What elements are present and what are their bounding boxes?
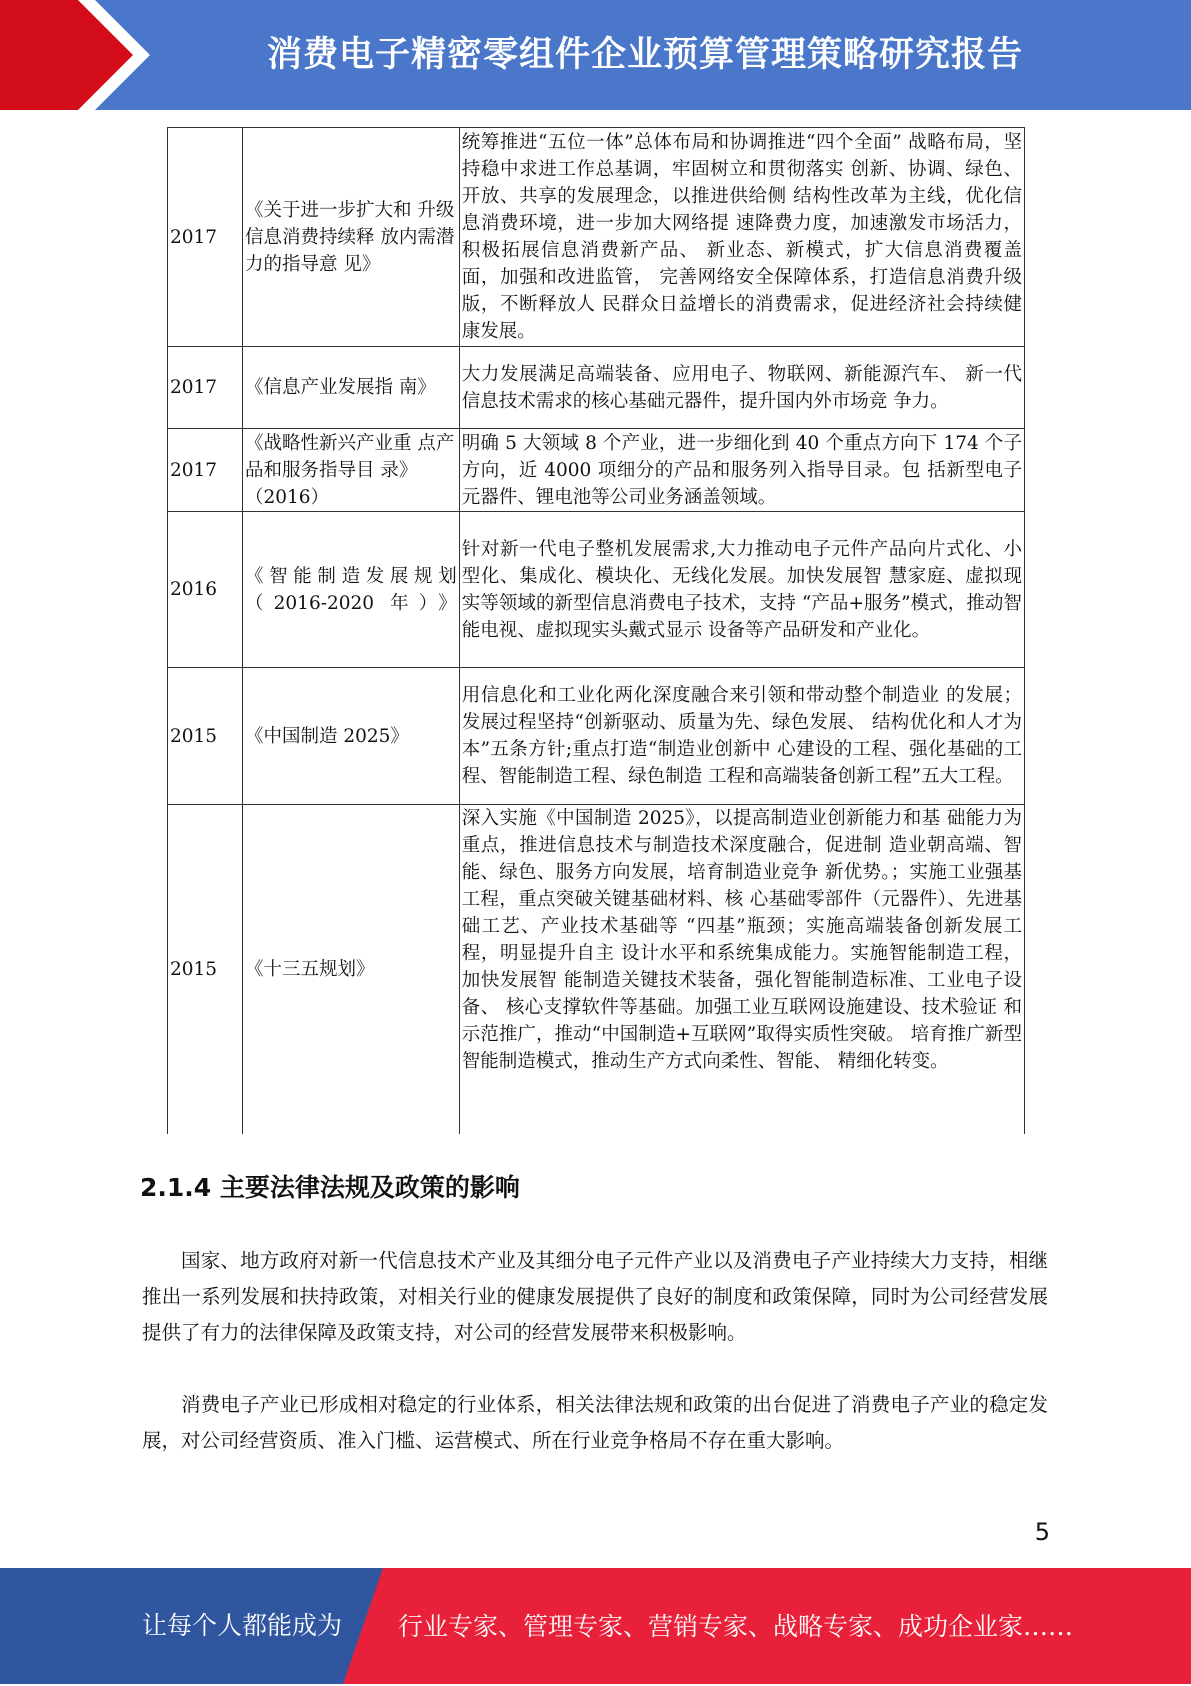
year-cell: 2016 [168, 512, 243, 668]
policy-name-cell: 《中国制造 2025》 [242, 668, 459, 805]
year-cell: 2017 [168, 347, 243, 429]
footer-slogan-right: 行业专家、管理专家、营销专家、战略专家、成功企业家…… [398, 1612, 1074, 1641]
policy-content-cell: 针对新一代电子整机发展需求,大力推动电子元件产品向片式化、小型化、集成化、模块化、无线化发展。加快发展智 慧家庭、虚拟现实等领域的新型信息消费电子技术，支持 “产品+服务”模式，推动智能电视、虚拟现实头戴式显示 设备等产品研发和产业化。 [459, 512, 1024, 668]
page-number: 5 [1034, 1518, 1050, 1546]
policy-content-cell: 大力发展满足高端装备、应用电子、物联网、新能源汽车、 新一代信息技术需求的核心基础元器件，提升国内外市场竞 争力。 [459, 347, 1024, 429]
header-chevron-decoration [0, 0, 160, 110]
policy-table [167, 127, 1025, 1134]
year-cell: 2015 [168, 668, 243, 805]
policy-content-cell: 用信息化和工业化两化深度融合来引领和带动整个制造业 的发展；发展过程坚持“创新驱动、质量为先、绿色发展、 结构优化和人才为本”五条方针;重点打造“制造业创新中 心建设的工程、强化基础的工程、智能制造工程、绿色制造 工程和高端装备创新工程”五大工程。 [459, 668, 1024, 805]
year-cell: 2017 [168, 128, 243, 347]
policy-content-cell: 统筹推进“五位一体”总体布局和协调推进“四个全面” 战略布局，坚持稳中求进工作总基调，牢固树立和贯彻落实 创新、协调、绿色、开放、共享的发展理念，以推进供给侧 结构性改革为主线，优化信息消费环境，进一步加大网络提 速降费力度，加速激发市场活力，积极拓展信息消费新产品、 新业态、新模式，扩大信息消费覆盖面，加强和改进监管， 完善网络安全保障体系，打造信息消费升级版，不断释放人 民群众日益增长的消费需求，促进经济社会持续健康发展。 [459, 128, 1024, 347]
table-row [168, 668, 1025, 805]
policy-content-cell: 深入实施《中国制造 2025》，以提高制造业创新能力和基 础能力为重点，推进信息技术与制造技术深度融合，促进制 造业朝高端、智能、绿色、服务方向发展，培育制造业竞争 新优势。；实施工业强基工程，重点突破关键基础材料、核 心基础零部件（元器件）、先进基础工艺、产业技术基础等 “四基”瓶颈；实施高端装备创新发展工程，明显提升自主 设计水平和系统集成能力。实施智能制造工程，加快发展智 能制造关键技术装备，强化智能制造标准、工业电子设备、 核心支撑软件等基础。加强工业互联网设施建设、技术验证 和示范推广，推动“中国制造+互联网”取得实质性突破。 培育推广新型智能制造模式，推动生产方式向柔性、智能、 精细化转变。 [459, 805, 1024, 1134]
report-title: 消费电子精密零组件企业预算管理策略研究报告 [266, 35, 1023, 75]
policy-name-cell: 《信息产业发展指 南》 [242, 347, 459, 429]
table-row [168, 128, 1025, 347]
policy-name-cell: 《关于进一步扩大和 升级信息消费持续释 放内需潜力的指导意 见》 [242, 128, 459, 347]
body-paragraph: 国家、地方政府对新一代信息技术产业及其细分电子元件产业以及消费电子产业持续大力支持，相继推出一系列发展和扶持政策，对相关行业的健康发展提供了良好的制度和政策保障，同时为公司经营发展提供了有力的法律保障及政策支持，对公司的经营发展带来积极影响。 [142, 1249, 1048, 1344]
page-footer [0, 1568, 1191, 1684]
body-paragraph: 消费电子产业已形成相对稳定的行业体系，相关法律法规和政策的出台促进了消费电子产业的稳定发展，对公司经营资质、准入门槛、运营模式、所在行业竞争格局不存在重大影响。 [142, 1393, 1048, 1452]
page-header [0, 0, 1191, 110]
table-row [168, 429, 1025, 512]
policy-content-cell: 明确 5 大领域 8 个产业，进一步细化到 40 个重点方向下 174 个子方向，近 4000 项细分的产品和服务列入指导目录。包 括新型电子元器件、锂电池等公司业务涵盖领域。 [459, 429, 1024, 512]
table-row [168, 805, 1025, 1134]
year-cell: 2015 [168, 805, 243, 1134]
policy-name-cell: 《战略性新兴产业重 点产品和服务指导目 录》（2016） [242, 429, 459, 512]
table-row [168, 347, 1025, 429]
table-row [168, 512, 1025, 668]
section-heading: 2.1.4 主要法律法规及政策的影响 [140, 1173, 520, 1202]
footer-slogan-left: 让每个人都能成为 [142, 1611, 343, 1640]
policy-name-cell: 《十三五规划》 [242, 805, 459, 1134]
year-cell: 2017 [168, 429, 243, 512]
policy-name-cell: 《智能制造发展规划（2016-2020 年）》 [242, 512, 459, 668]
